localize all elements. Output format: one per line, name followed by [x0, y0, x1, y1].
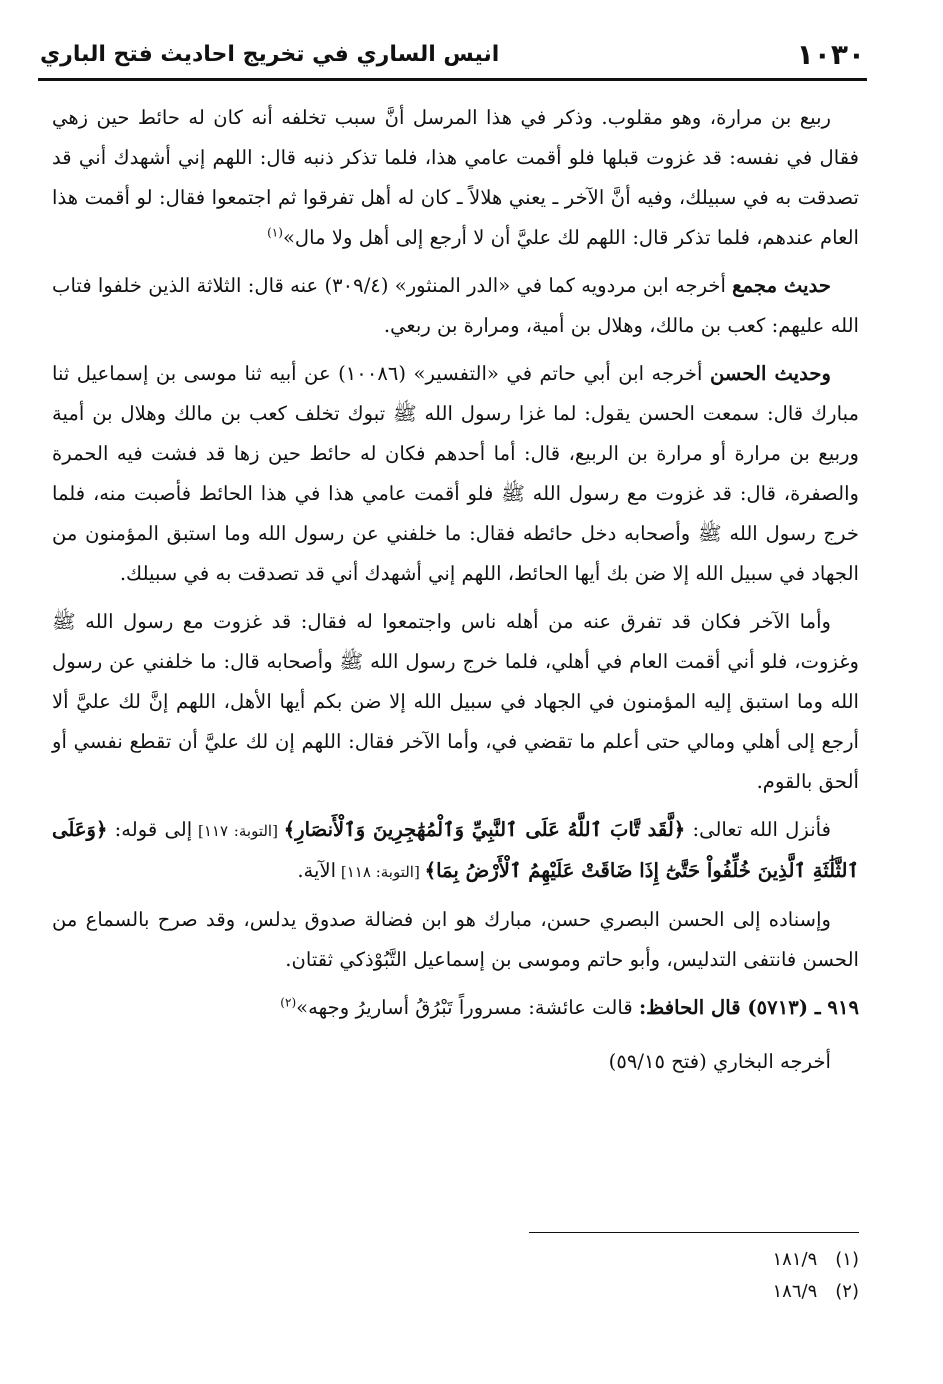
- paragraph-3: [52, 354, 859, 594]
- paragraph-5-mid: إلى قوله:: [107, 818, 193, 841]
- footnotes: [773, 1244, 859, 1308]
- hadith-number: ٩١٩ ـ (٥٧١٣) قال الحافظ:: [638, 996, 859, 1019]
- footnote-number: (١): [835, 1249, 859, 1270]
- footnote-rule: [529, 1232, 859, 1233]
- paragraph-2-text: أخرجه ابن مردويه كما في «الدر المنثور» (٣٠٩/٤) عنه قال: الثلاثة الذين خلفوا فتاب الله عليهم: كعب بن مالك، وهلال بن أمية، ومرارة بن ربعي.: [52, 274, 859, 337]
- footnote-ref-2: (٢): [280, 995, 297, 1010]
- quran-verse-2: ﴿وَعَلَى ٱلثَّلَٰثَةِ ٱلَّذِينَ خُلِّفُواْ حَتَّىٰٓ إِذَا ضَاقَتْ عَلَيْهِمُ ٱلْأَرْضُ بِمَا﴾: [52, 818, 859, 882]
- footnote-text: ١٨١/٩: [772, 1249, 818, 1270]
- quran-verse-1: ﴿لَّقَد تَّابَ ٱللَّهُ عَلَى ٱلنَّبِيِّ وَٱلْمُهَٰجِرِينَ وَٱلْأَنصَارِ﴾: [283, 818, 686, 841]
- paragraph-5-end: الآية.: [297, 859, 337, 882]
- paragraph-3-lead: وحديث الحسن: [709, 362, 831, 385]
- paragraph-2-lead: حديث مجمع: [732, 274, 831, 297]
- paragraph-6: [52, 900, 859, 980]
- footnote-ref-1: (١): [267, 225, 283, 240]
- main-text: [52, 98, 859, 1090]
- paragraph-3-text: أخرجه ابن أبي حاتم في «التفسير» (١٠٠٨٦) عن أبيه ثنا موسى بن إسماعيل ثنا مبارك قال: سمعت الحسن يقول: لما غزا رسول الله ﷺ تبوك تخلف كعب بن مالك وهلال بن أمية وربيع بن مرارة أو مرارة بن الربيع، قال: أما أحدهم فكان له حائط حين زها قد فشت فيه الحمرة والصفرة، قال: قد غزوت مع رسول الله ﷺ فلو أقمت عامي هذا في هذا الحائط فأصبت منه، فلما خرج رسول الله ﷺ وأصحابه دخل حائطه فقال: ما خلفني عن رسول الله وما استبق المؤمنون من الجهاد في سبيل الله إلا ضن بك أيها الحائط، اللهم إني أشهدك أني قد تصدقت به في سبيلك.: [52, 362, 859, 585]
- paragraph-1: [52, 98, 859, 258]
- footnote-1: [773, 1244, 859, 1276]
- header-rule: [38, 78, 867, 81]
- verse-ref-1: [التوبة: ١١٧]: [192, 822, 284, 840]
- hadith-text: قالت عائشة: مسروراً تَبْرُقُ أساريرُ وجهه»: [296, 996, 639, 1019]
- verse-ref-2: [التوبة: ١١٨]: [336, 863, 425, 881]
- paragraph-1-text: ربيع بن مرارة، وهو مقلوب. وذكر في هذا المرسل أنَّ سبب تخلفه أنه كان له حائط حين زهي فقال في نفسه: قد غزوت قبلها فلو أقمت عامي هذا، فلما تذكر ذنبه قال: اللهم إني أشهدك أني قد تصدقت به في سبيلك، وفيه أنَّ الآخر ـ يعني هلالاً ـ كان له أهل تفرقوا ثم اجتمعوا فقال: لو أقمت هذا العام عندهم، فلما تذكر قال: اللهم لك عليَّ أن لا أرجع إلى أهل ولا مال»: [52, 106, 859, 249]
- paragraph-5: [52, 810, 859, 892]
- paragraph-4-text: وأما الآخر فكان قد تفرق عنه من أهله ناس واجتمعوا له فقال: قد غزوت مع رسول الله ﷺ وغزوت، فلو أني أقمت العام في أهلي، فلما خرج رسول الله ﷺ وأصحابه قال: ما خلفني عن رسول الله وما استبق إليه المؤمنون في الجهاد في سبيل الله إلا ضن بكم أيها الأهل، اللهم إنَّ لك عليَّ ألا أرجع إلى أهلي ومالي حتى أعلم ما تقضي في، وأما الآخر فقال: اللهم إن لك عليَّ أن تقطع نفسي أو ألحق بالقوم.: [52, 610, 860, 793]
- footnote-number: (٢): [835, 1281, 859, 1302]
- paragraph-4: [52, 602, 859, 802]
- running-head: [40, 34, 865, 74]
- takhrij-line: أخرجه البخاري (فتح ٥٩/١٥): [608, 1050, 831, 1073]
- paragraph-2: [52, 266, 859, 346]
- book-title: انيس الساري في تخريج احاديث فتح الباري: [40, 41, 500, 67]
- footnote-2: [773, 1276, 859, 1308]
- footnote-text: ١٨٦/٩: [772, 1281, 818, 1302]
- paragraph-8: [52, 1042, 859, 1082]
- page-number: ١٠٣٠: [796, 37, 865, 71]
- hadith-entry-919: [52, 988, 859, 1028]
- paragraph-5-intro: فأنزل الله تعالى:: [685, 818, 831, 841]
- paragraph-6-text: وإسناده إلى الحسن البصري حسن، مبارك هو ابن فضالة صدوق يدلس، وقد صرح بالسماع من الحسن فانتفى التدليس، وأبو حاتم وموسى بن إسماعيل التَّبُوْذكي ثقتان.: [52, 908, 859, 971]
